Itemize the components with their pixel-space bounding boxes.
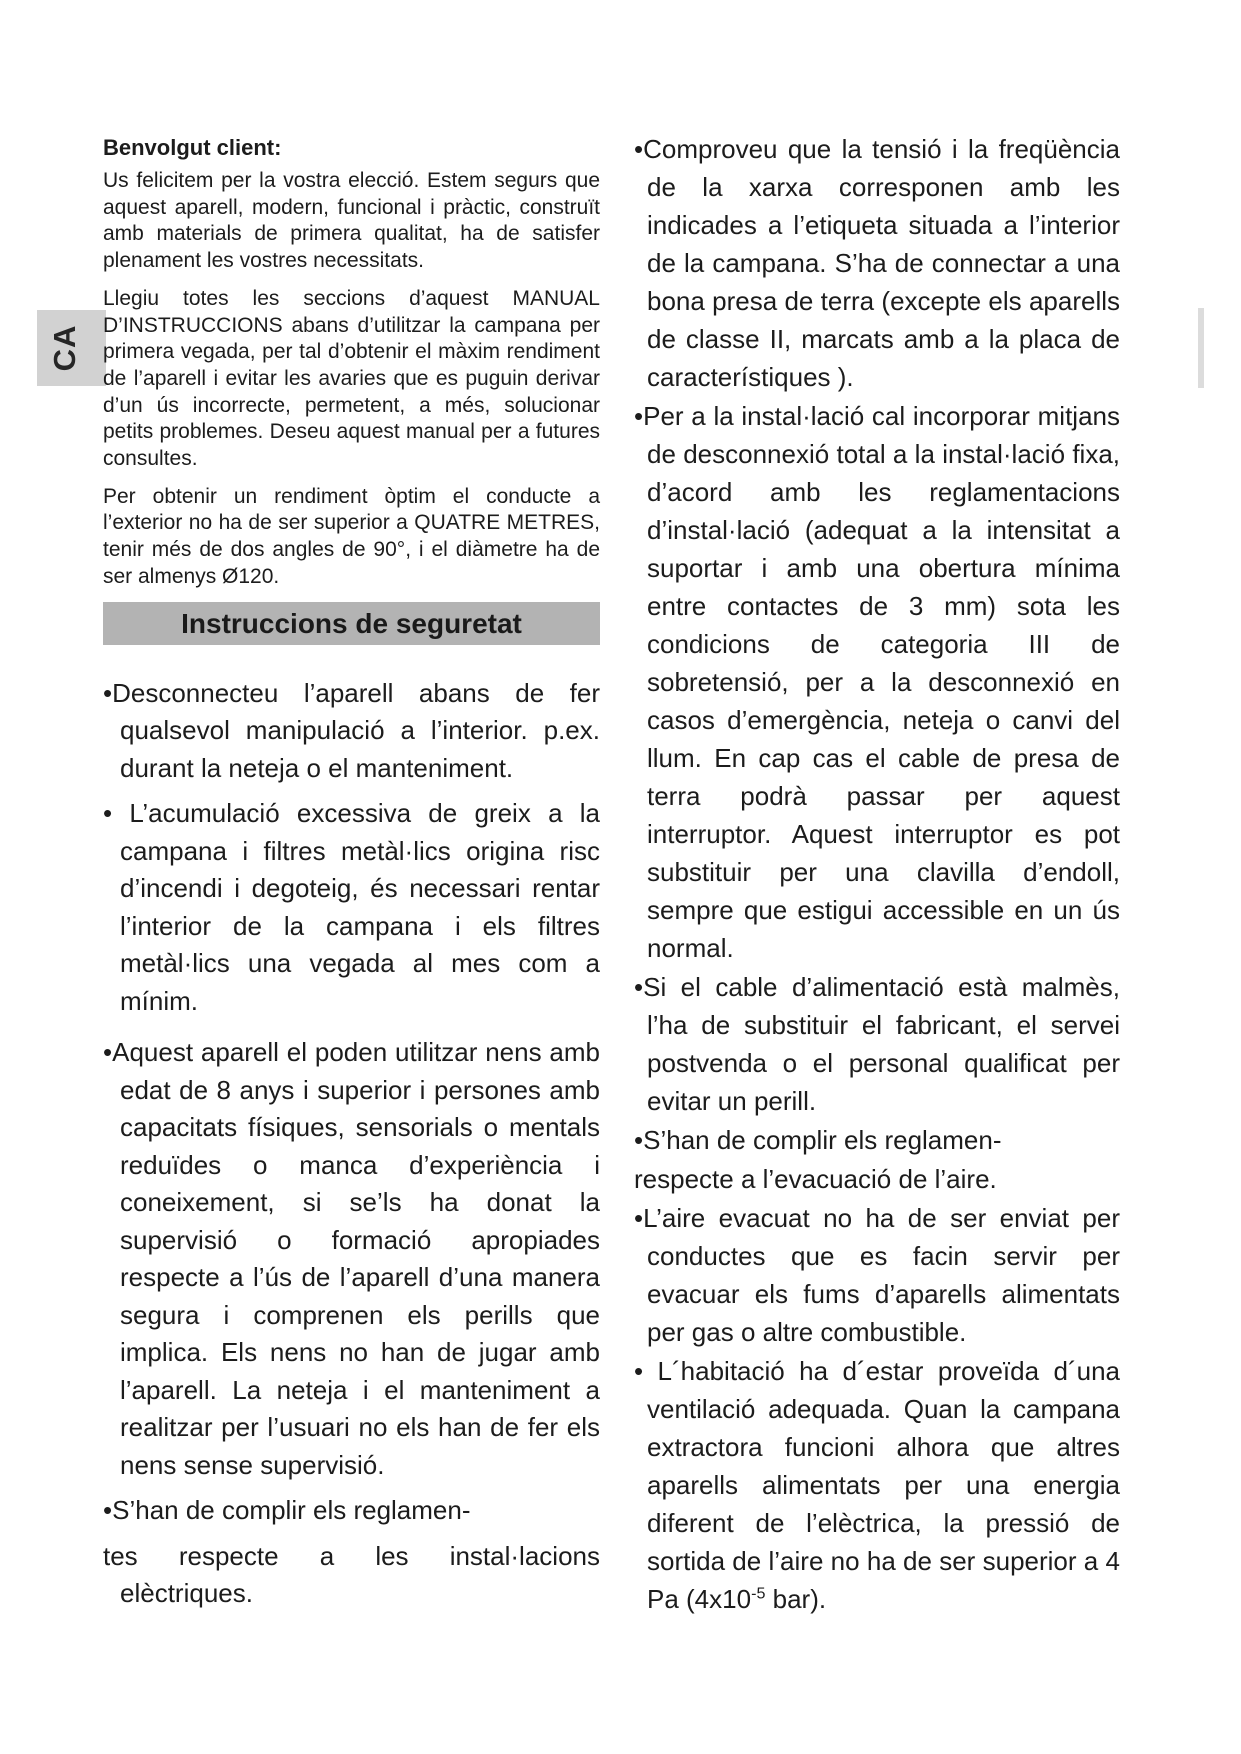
bullet-icon: • xyxy=(103,798,130,829)
safety-bullet-text: L’acumulació excessiva de greix a la campana i filtres metàl·lics origina risc d’incendi i degoteig, és necessari rentar l’interior de la campana i els filtres metàl·lics una vegada al mes com a mínim. xyxy=(120,798,601,1016)
safety-bullet-text: L´habitació ha d´estar proveïda d´una ventilació adequada. Quan la campana extractora funcioni alhora que altres aparells alimentats per una energia diferent de l’elèctrica, la pressió de sortida de l’aire no ha de ser superior a 4 Pa (4x10 xyxy=(647,1356,1121,1614)
intro-paragraph: Per obtenir un rendiment òptim el conducte a l’exterior no ha de ser superior a QUATRE METRES, tenir més de dos angles de 90°, i el diàmetre ha de ser almenys Ø120. xyxy=(103,484,600,588)
safety-bullet xyxy=(103,1492,600,1530)
safety-bullet-text: Aquest aparell el poden utilitzar nens amb edat de 8 anys i superior i persones amb capacitats físiques, sensorials o mentals reduïdes o manca d’experiència i coneixement, si se’ls ha donat la supervisió o formació apropiades respecte a l’ús de l’aparell d’una manera segura i comprenen els perills que implica. Els nens no han de jugar amb l’aparell. La neteja i el manteniment a realitzar per l’usuari no els han de fer els nens sense supervisió. xyxy=(112,1037,600,1480)
safety-bullet-text: Comproveu que la tensió i la freqüència de la xarxa corresponen amb les indicades a l’etiqueta situada a l’interior de la campana. S’ha de connectar a una bona presa de terra (excepte els aparells de classe II, marcats amb a la placa de característiques ). xyxy=(643,134,1120,392)
safety-bullet-text: S’han de complir els reglamen- xyxy=(112,1495,471,1526)
safety-bullet xyxy=(634,1121,1120,1159)
intro-paragraph: Us felicitem per la vostra elecció. Estem segurs que aquest aparell, modern, funcional i pràctic, construït amb materials de primera qualitat, ha de satisfer plenament les vostres necessitats. xyxy=(103,169,600,273)
safety-bullet xyxy=(634,397,1120,967)
safety-bullet-continuation: tes respecte a les instal·lacions elèctriques. xyxy=(103,1540,600,1609)
language-tab-ca xyxy=(37,310,106,386)
section-heading: Instruccions de seguretat xyxy=(181,607,522,639)
safety-bullet-text: Si el cable d’alimentació està malmès, l’ha de substituir el fabricant, el servei postvenda o el personal qualificat per evitar un perill. xyxy=(643,972,1120,1116)
greeting-heading: Benvolgut client: xyxy=(103,135,282,160)
language-tab-label: CA xyxy=(47,324,83,372)
intro-paragraph: Llegiu totes les seccions d’aquest MANUAL D’INSTRUCCIONS abans d’utilitzar la campana per primera vegada, per tal d’obtenir el màxim rendiment de l’aparell i evitar les avaries que es puguin derivar d’un ús incorrecte, permetent, a més, solucionar petits problemes. Deseu aquest manual per a futures consultes. xyxy=(103,286,600,471)
section-heading-bar xyxy=(103,602,600,645)
safety-bullet xyxy=(103,1034,600,1484)
safety-bullet xyxy=(103,795,600,1020)
left-column xyxy=(103,134,600,1613)
safety-bullet-continuation: respecte a l’evacuació de l’aire. xyxy=(634,1164,997,1194)
bullet-icon: • xyxy=(103,1037,113,1068)
bullet-icon: • xyxy=(103,1495,113,1526)
bullet-icon: • xyxy=(634,1125,644,1155)
bullet-icon: • xyxy=(634,401,644,431)
bullet-icon: • xyxy=(634,134,644,164)
page-edge-marker xyxy=(1198,308,1204,388)
safety-bullet xyxy=(634,130,1120,396)
bullet-icon: • xyxy=(103,677,113,708)
right-column xyxy=(634,130,1120,1619)
safety-bullet-text: S’han de complir els reglamen- xyxy=(643,1125,1002,1155)
safety-bullet xyxy=(103,675,600,788)
bullet-icon: • xyxy=(634,972,644,1002)
safety-bullet xyxy=(634,1199,1120,1351)
safety-bullet-text: bar). xyxy=(765,1584,827,1614)
safety-bullet-text: Desconnecteu l’aparell abans de fer qualsevol manipulació a l’interior. p.ex. durant la neteja o el manteniment. xyxy=(112,677,600,783)
safety-bullet xyxy=(634,1352,1120,1618)
bullet-icon: • xyxy=(634,1203,644,1233)
superscript-exponent: -5 xyxy=(751,1584,766,1603)
safety-bullet xyxy=(634,968,1120,1120)
safety-bullet-text: L’aire evacuat no ha de ser enviat per conductes que es facin servir per evacuar els fums d’aparells alimentats per gas o altre combustible. xyxy=(643,1203,1120,1347)
bullet-icon: • xyxy=(634,1356,658,1386)
safety-bullet-text: Per a la instal·lació cal incorporar mitjans de desconnexió total a la instal·lació fixa, d’acord amb les reglamentacions d’instal·lació (adequat a la intensitat a suportar i amb una obertura mínima entre contactes de 3 mm) sota les condicions de categoria III de sobretensió, per a la desconnexió en casos d’emergència, neteja o canvi del llum. En cap cas el cable de presa de terra podrà passar per aquest interruptor. Aquest interruptor es pot substituir per una clavilla d’endoll, sempre que estigui accessible en un ús normal. xyxy=(643,401,1120,963)
